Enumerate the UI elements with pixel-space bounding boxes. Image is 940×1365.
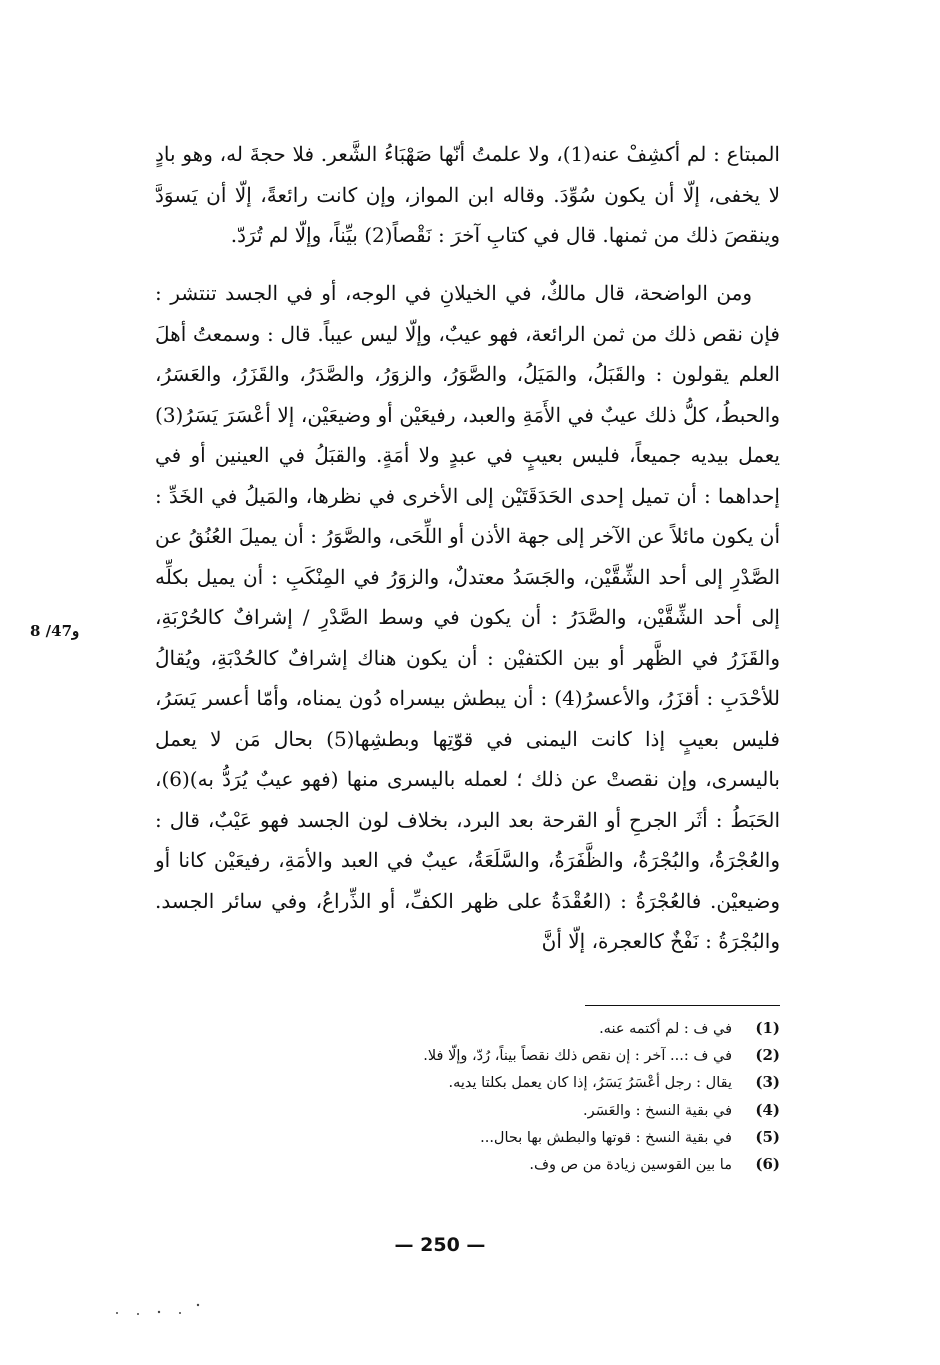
footnote-text: يقال : رجل أعْسَرُ يَسَرُ، إذا كان يعمل بكلتا يديه. <box>448 1075 732 1092</box>
footnotes-list <box>155 1015 780 1178</box>
footnote-text: في ف :... آخر : إن نقص ذلك نقصاً بيناً، رُدّ، وإلّا فلا. <box>423 1048 732 1065</box>
footnote-text: في بقية النسخ : والعَسَر. <box>583 1102 732 1119</box>
footnote-number: (1) <box>755 1019 780 1037</box>
footnote-item <box>155 1097 780 1124</box>
footnote-number: (2) <box>755 1046 780 1065</box>
footnote-number: (5) <box>755 1127 780 1146</box>
footnote-number: (6) <box>755 1154 780 1173</box>
body-paragraph-2: ومن الواضحة، قال مالكٌ، في الخيلانِ في الوجه، أو في الجسد تنتشر : فإن نقص ذلك من ثمن الرائعة، فهو عيبٌ، وإلّا ليس عيباً. قال : وسمعتُ أهلَ العلم يقولون : والقَبَلُ، والمَيَلُ، والصَّوَرُ، والزوَرُ، والصَّدَرُ، والقَزَرُ، والعَسَرُ، والحبطُ، كلُّ ذلك عيبٌ في الأَمَةِ والعبد، رفيعَيْن أو وضيعَيْن، إلا أعْسَرَ يَسَرُ(3) يعمل بيديه جميعاً، فليس بعيبٍ في عبدٍ ولا أمَةٍ. والقبَلُ في العينين أو في إحداهما : أن تميل إحدى الحَدَقَتَيْن إلى الأخرى في نظرها، والمَيلُ في الخَدِّ : أن يكون مائلاً عن الآخر إلى جهة الأذن أو اللِّحَى، والصَّوَرُ : أن يميلَ العُنُقُ عن الصَّدْرِ إلى أحد الشِّقَّيْن، والجَسَدُ معتدلٌ، والزوَرُ في المِنْكَبِ : أن يميل بكلِّه إلى أحد الشِّقَّيْن، والصَّدَرُ : أن يكون في وسط الصَّدْرِ / إشرافٌ كالحُرْبَةِ، والقَزَرُ في الظَّهر أو بين الكتفيْن : أن يكون هناك إشرافٌ كالحُدْبَةِ، ويُقالُ للأحْدَبِ : أقزَرُ، والأعسرُ(4) : أن يبطش بيسراه دُون يمناه، وأمّا أعسر يَسَرُ، فليس بعيبٍ إذا كانت اليمنى في قوّتِها وبطشِها(5) بحال مَن لا يعمل باليسرى، وإن نقصتْ عن ذلك ؛ لعمله باليسرى منها (فهو عيبٌ يُرَدُّ به)(6)، الحَبَطُ : أثَر الجرحِ أو القرحة بعد البرد، بخلاف لون الجسد فهو عَيْبٌ، قال : والعُجْرَةُ، والبُجْرَةُ، والظَّفَرَةُ، والسَّلَعَةُ، عيبٌ في العبد والأمَةِ، رفيعَيْن كانا أو وضيعيْن. فالعُجْرَةُ : (العُقْدَةُ على ظهر الكفِّ، أو الذِّراعُ، وفي سائر الجسد. والبُجْرَةُ : نَفْخٌ كالعجرة، إلّا أنَّ <box>155 281 780 953</box>
footnote-text: في بقية النسخ : قوتها والبطش بها بحال... <box>480 1129 732 1146</box>
scan-specks <box>112 1300 222 1320</box>
margin-folio-note: و47/ 8 <box>30 622 80 640</box>
footnote-number: (4) <box>755 1100 780 1119</box>
footnote-number: (3) <box>755 1073 780 1092</box>
footnote-item <box>155 1015 780 1042</box>
footnote-separator <box>585 1005 780 1006</box>
footnote-item <box>155 1069 780 1096</box>
footnote-item <box>155 1151 780 1178</box>
footnote-text: في ف : لم أكتمه عنه. <box>599 1021 732 1037</box>
footnote-item <box>155 1124 780 1151</box>
body-paragraph-1: المبتاع : لم أكشِفْ عنه(1)، ولا علمتُ أنّها صَهْبَاءُ الشَّعر. فلا حجةَ له، وهو بادٍ لا يخفى، إلّا أن يكون سُوِّدَ. وقاله ابن المواز، وإن كانت رائعةً، إلّا أن يَسوَدَّ وينقصَ ذلك من ثمنها. قال في كتابِ آخرَ : نَقْصاً(2) بيِّناً، وإلّا لم تُرَدّ. <box>155 142 780 247</box>
footnote-item <box>155 1042 780 1069</box>
footnote-text: ما بين القوسين زيادة من ص وف. <box>529 1156 732 1173</box>
page-number: — 250 — <box>394 1234 486 1256</box>
